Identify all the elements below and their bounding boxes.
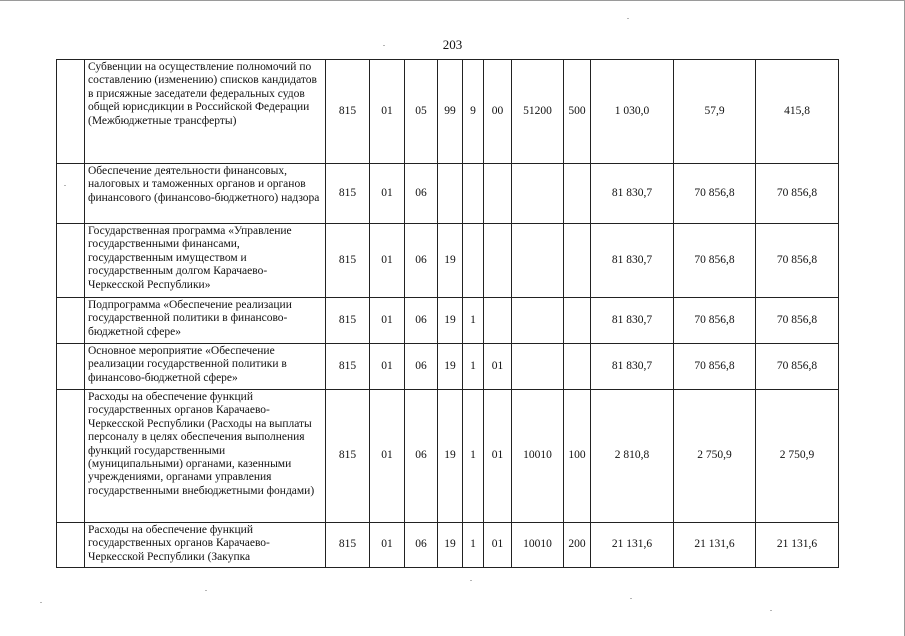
table-row	[57, 523, 839, 568]
row-name: Обеспечение деятельности финансовых, налоговых и таможенных органов и органов финансового (финансово-бюджетного) надзора	[85, 164, 326, 224]
grbs-code: 815	[326, 390, 370, 523]
table-row	[57, 164, 839, 224]
expense-type-code: 200	[564, 523, 591, 568]
expense-type-code: 100	[564, 390, 591, 523]
amount-year-3: 70 856,8	[756, 344, 839, 390]
subsection-code: 05	[405, 60, 438, 164]
row-number-cell	[57, 298, 85, 344]
expense-type-code: 500	[564, 60, 591, 164]
section-code: 01	[370, 164, 405, 224]
table-row	[57, 344, 839, 390]
amount-year-1: 2 810,8	[591, 390, 674, 523]
subprogram-code: 1	[463, 523, 484, 568]
amount-year-1: 81 830,7	[591, 344, 674, 390]
program-code: 19	[438, 344, 463, 390]
scan-speck	[470, 580, 472, 581]
grbs-code: 815	[326, 224, 370, 298]
direction-code: 51200	[512, 60, 564, 164]
direction-code	[512, 298, 564, 344]
amount-year-1: 81 830,7	[591, 298, 674, 344]
amount-year-2: 70 856,8	[674, 298, 756, 344]
amount-year-1: 81 830,7	[591, 224, 674, 298]
subprogram-code	[463, 164, 484, 224]
budget-table-body	[57, 60, 839, 568]
direction-code	[512, 344, 564, 390]
amount-year-3: 2 750,9	[756, 390, 839, 523]
amount-year-2: 70 856,8	[674, 164, 756, 224]
main-activity-code	[484, 224, 512, 298]
subsection-code: 06	[405, 298, 438, 344]
main-activity-code	[484, 164, 512, 224]
grbs-code: 815	[326, 298, 370, 344]
scan-speck	[630, 598, 632, 599]
amount-year-3: 70 856,8	[756, 164, 839, 224]
subprogram-code	[463, 224, 484, 298]
main-activity-code: 00	[484, 60, 512, 164]
subprogram-code: 1	[463, 298, 484, 344]
subprogram-code: 1	[463, 390, 484, 523]
table-row	[57, 298, 839, 344]
subsection-code: 06	[405, 164, 438, 224]
amount-year-2: 21 131,6	[674, 523, 756, 568]
amount-year-2: 2 750,9	[674, 390, 756, 523]
program-code	[438, 164, 463, 224]
row-name: Подпрограмма «Обеспечение реализации государственной политики в финансово-бюджетной сфере»	[85, 298, 326, 344]
program-code: 19	[438, 523, 463, 568]
row-number-cell	[57, 224, 85, 298]
section-code: 01	[370, 224, 405, 298]
amount-year-3: 415,8	[756, 60, 839, 164]
expense-type-code	[564, 298, 591, 344]
section-code: 01	[370, 60, 405, 164]
scan-speck	[205, 590, 207, 591]
amount-year-1: 81 830,7	[591, 164, 674, 224]
subsection-code: 06	[405, 224, 438, 298]
amount-year-3: 70 856,8	[756, 298, 839, 344]
program-code: 99	[438, 60, 463, 164]
grbs-code: 815	[326, 164, 370, 224]
program-code: 19	[438, 224, 463, 298]
program-code: 19	[438, 298, 463, 344]
scan-speck	[770, 610, 772, 611]
table-row	[57, 224, 839, 298]
amount-year-3: 21 131,6	[756, 523, 839, 568]
subsection-code: 06	[405, 390, 438, 523]
main-activity-code	[484, 298, 512, 344]
amount-year-2: 70 856,8	[674, 344, 756, 390]
grbs-code: 815	[326, 344, 370, 390]
scan-edge-top	[0, 0, 905, 1]
expense-type-code	[564, 164, 591, 224]
expense-type-code	[564, 344, 591, 390]
direction-code	[512, 224, 564, 298]
grbs-code: 815	[326, 523, 370, 568]
row-name: Расходы на обеспечение функций государственных органов Карачаево-Черкесской Республики (Закупка	[85, 523, 326, 568]
subprogram-code: 9	[463, 60, 484, 164]
subprogram-code: 1	[463, 344, 484, 390]
amount-year-2: 70 856,8	[674, 224, 756, 298]
row-name: Государственная программа «Управление государственными финансами, государственным имуществом и государственным долгом Карачаево-Черкесской Республики»	[85, 224, 326, 298]
scan-speck	[627, 18, 629, 19]
subsection-code: 06	[405, 523, 438, 568]
expense-type-code	[564, 224, 591, 298]
amount-year-3: 70 856,8	[756, 224, 839, 298]
budget-table	[56, 59, 839, 568]
row-name: Расходы на обеспечение функций государственных органов Карачаево-Черкесской Республики (Расходы на выплаты персоналу в целях обеспечения выполнения функций государственными (муниципальными) органами, казенными учреждениями, органами управления государственными внебюджетными фондами)	[85, 390, 326, 523]
direction-code	[512, 164, 564, 224]
section-code: 01	[370, 523, 405, 568]
section-code: 01	[370, 344, 405, 390]
row-number-cell	[57, 344, 85, 390]
row-name: Основное мероприятие «Обеспечение реализации государственной политики в финансово-бюджетной сфере»	[85, 344, 326, 390]
row-name: Субвенции на осуществление полномочий по составлению (изменению) списков кандидатов в присяжные заседатели федеральных судов общей юрисдикции в Российской Федерации (Межбюджетные трансферты)	[85, 60, 326, 164]
row-number-cell	[57, 390, 85, 523]
main-activity-code: 01	[484, 523, 512, 568]
table-row	[57, 390, 839, 523]
amount-year-2: 57,9	[674, 60, 756, 164]
main-activity-code: 01	[484, 344, 512, 390]
subsection-code: 06	[405, 344, 438, 390]
table-row	[57, 60, 839, 164]
main-activity-code: 01	[484, 390, 512, 523]
section-code: 01	[370, 390, 405, 523]
section-code: 01	[370, 298, 405, 344]
amount-year-1: 1 030,0	[591, 60, 674, 164]
row-number-cell	[57, 523, 85, 568]
amount-year-1: 21 131,6	[591, 523, 674, 568]
direction-code: 10010	[512, 523, 564, 568]
row-number-cell	[57, 164, 85, 224]
page-number: 203	[442, 37, 463, 52]
row-number-cell	[57, 60, 85, 164]
scan-speck	[40, 602, 42, 603]
grbs-code: 815	[326, 60, 370, 164]
direction-code: 10010	[512, 390, 564, 523]
program-code: 19	[438, 390, 463, 523]
